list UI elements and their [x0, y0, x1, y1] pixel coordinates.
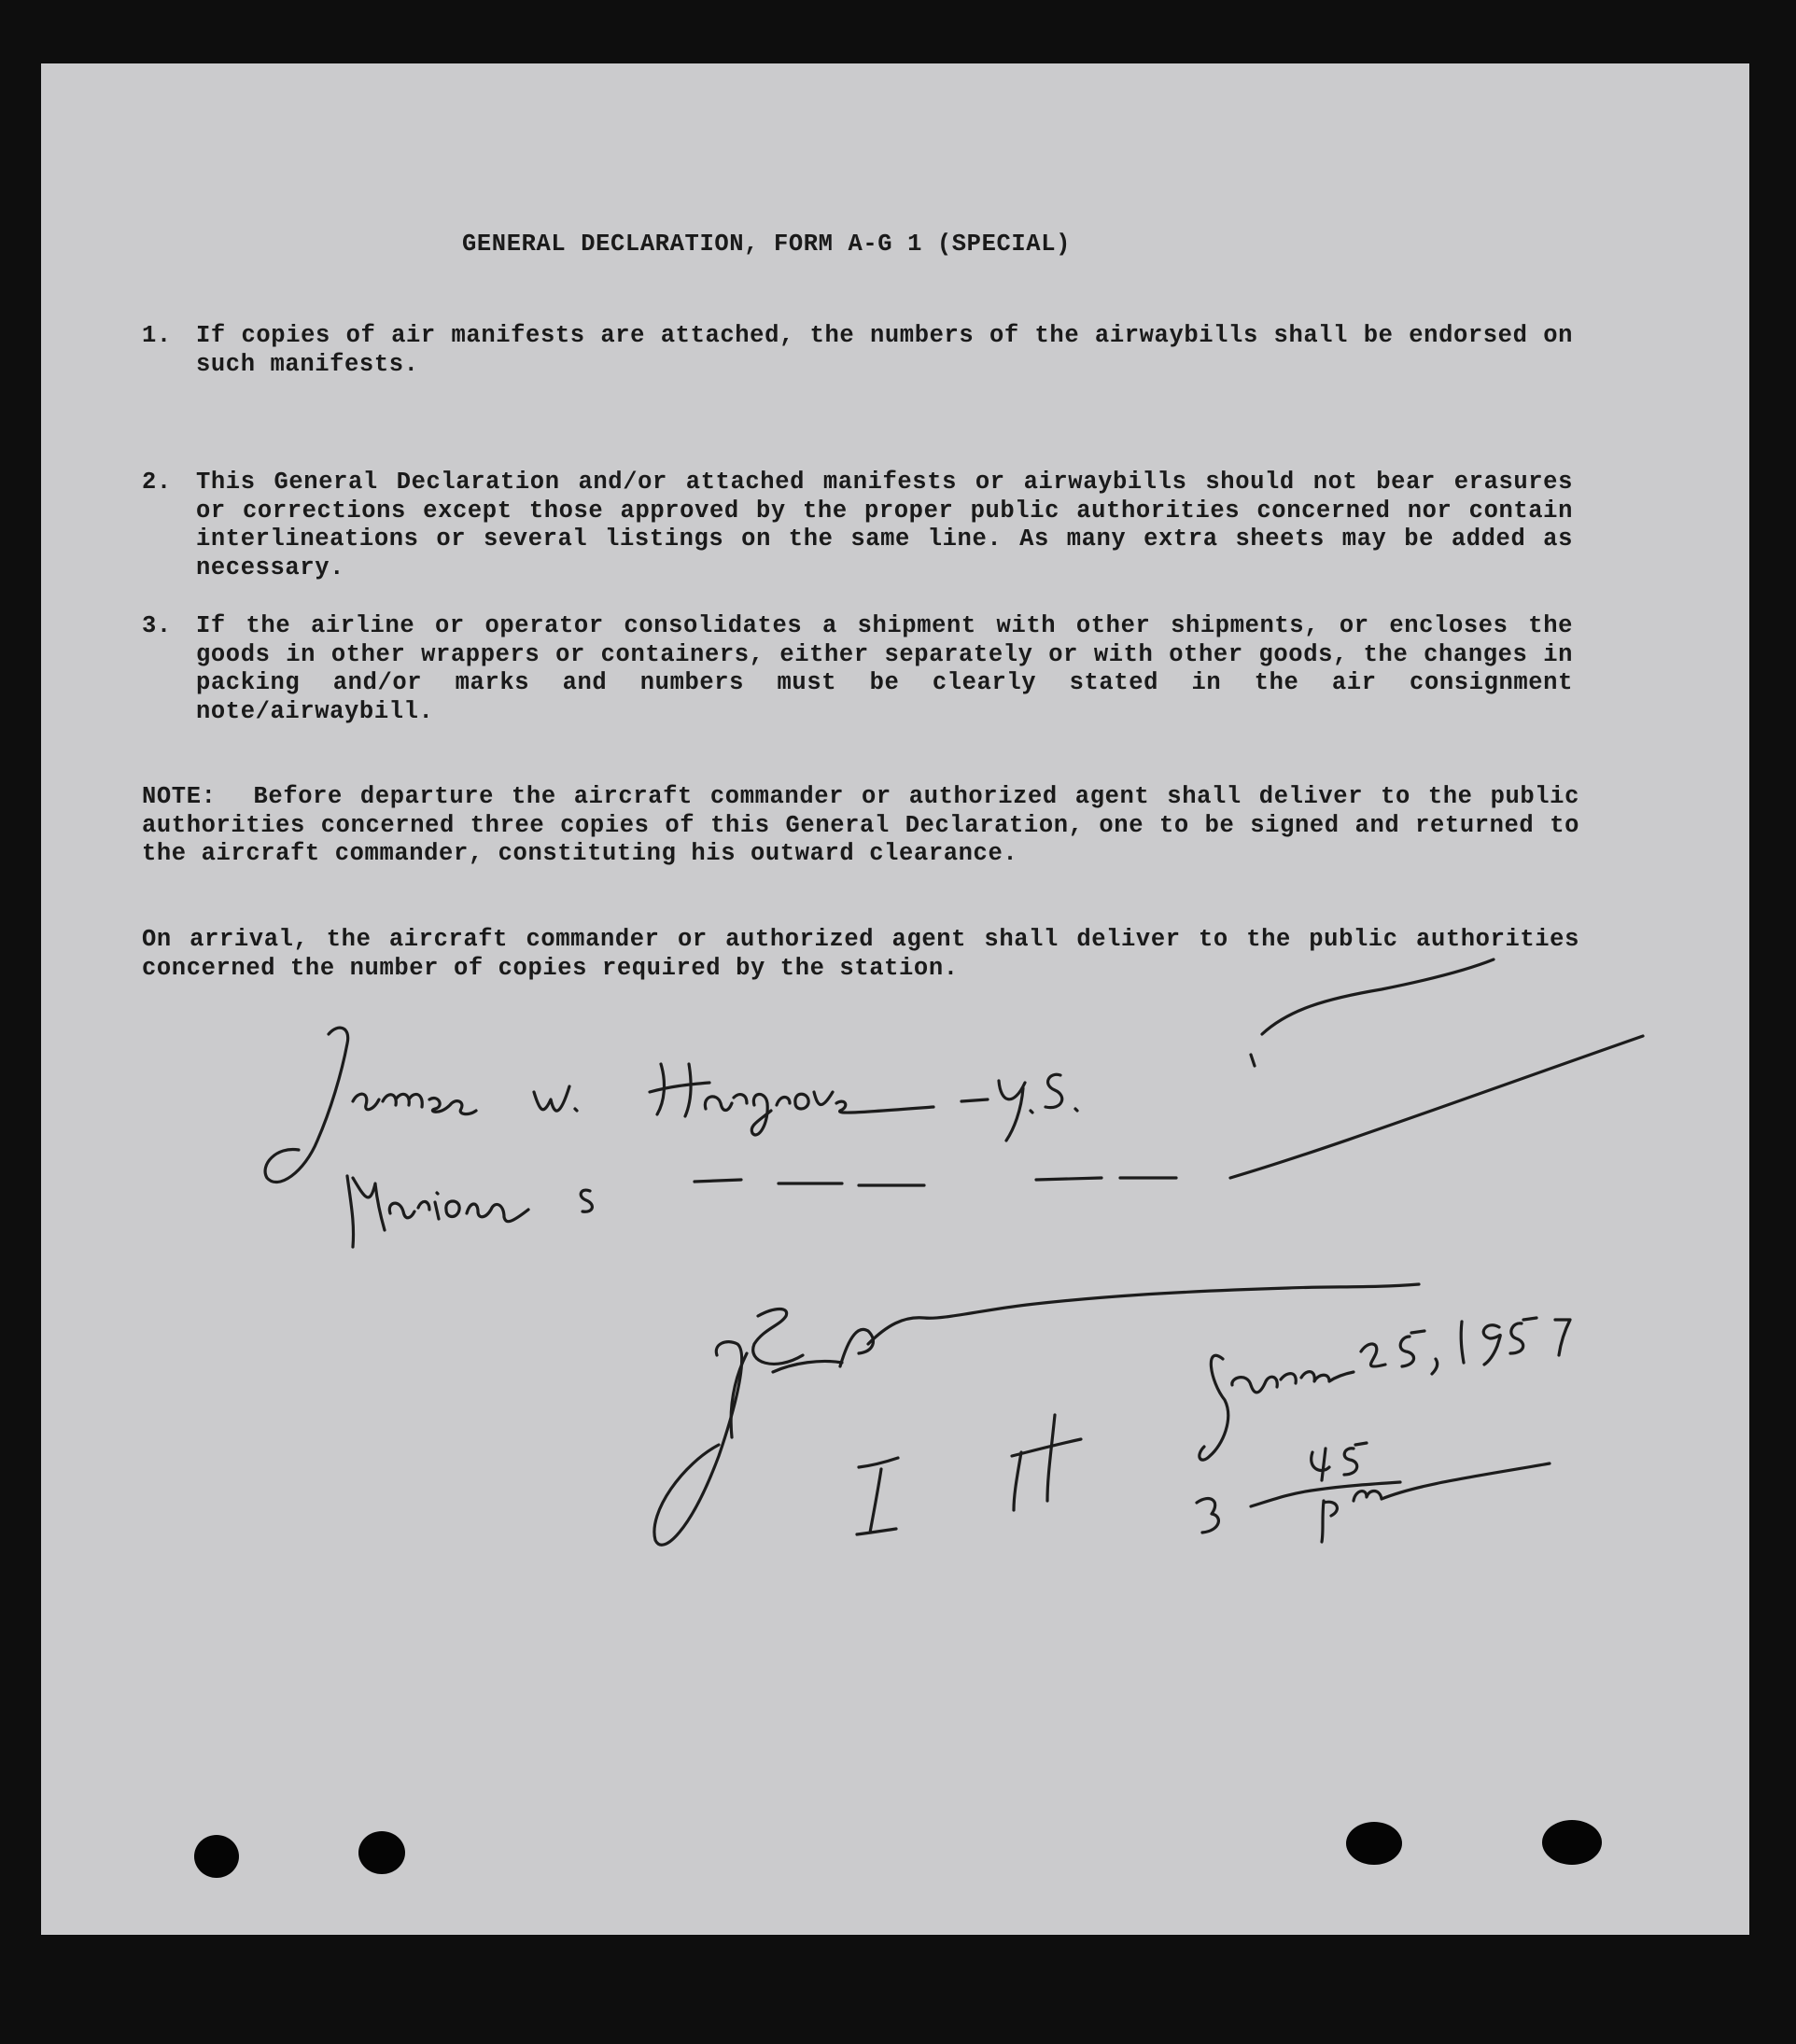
note-label: NOTE:	[142, 783, 217, 810]
item-number: 1.	[142, 322, 172, 349]
punch-hole	[194, 1835, 239, 1878]
punch-hole	[358, 1831, 405, 1874]
official-signature	[654, 1284, 1570, 1545]
arrival-paragraph: On arrival, the aircraft commander or authorized agent shall deliver to the public authorities concerned the number of copies required by the station.	[142, 926, 1579, 982]
item-text: This General Declaration and/or attached manifests or airwaybills should not bear erasures or corrections except those approved by the proper public authorities concerned nor contain interlineations or several listings on the same line. As many extra sheets may be added as necessary.	[196, 469, 1573, 581]
handwritten-second-line	[347, 1176, 1176, 1247]
punch-hole	[1346, 1822, 1402, 1865]
item-text: If the airline or operator consolidates a shipment with other shipments, or encloses the goods in other wrappers or containers, either separately or with other goods, the changes in packing and/or marks and numbers must be clearly stated in the air consignment note/airwaybill.	[196, 612, 1573, 725]
item-number: 2.	[142, 469, 172, 496]
item-text: If copies of air manifests are attached, the numbers of the airwaybills shall be endorsed on such manifests.	[196, 322, 1573, 378]
handwritten-name-signature	[265, 1028, 1255, 1182]
pen-stroke	[1230, 1036, 1643, 1178]
punch-hole	[1542, 1820, 1602, 1865]
pen-stroke	[1262, 959, 1494, 1034]
form-title: GENERAL DECLARATION, FORM A-G 1 (SPECIAL)	[462, 231, 1072, 258]
item-number: 3.	[142, 612, 172, 639]
note-text: Before departure the aircraft commander or authorized agent shall deliver to the public authorities concerned three copies of this General Declaration, one to be signed and returned to the aircraft commander, constituting his outward clearance.	[142, 783, 1579, 867]
